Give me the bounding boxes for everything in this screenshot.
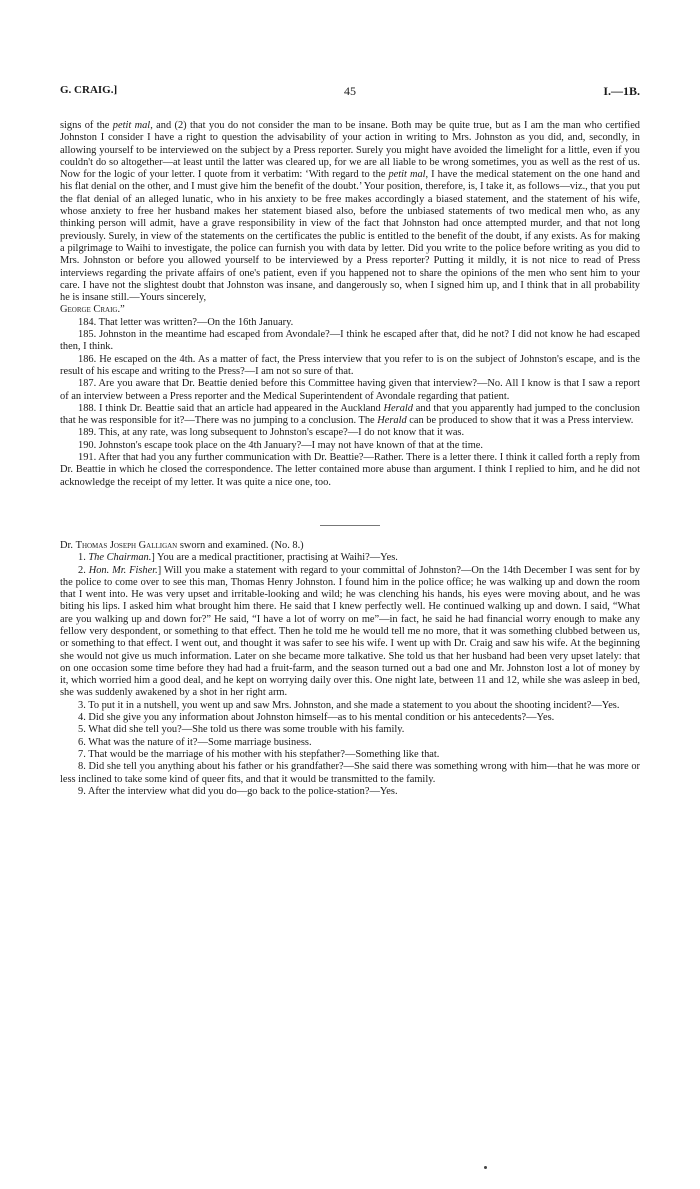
- qa-184: 184. That letter was written?—On the 16th January.: [78, 316, 294, 328]
- qa-3: 3. To put it in a nutshell, you went up and saw Mrs. Johnston, and she made a statement to you about the shooting incident?—Yes.: [78, 699, 620, 711]
- qa-2: 2. Hon. Mr. Fisher.] Will you make a statement with regard to your committal of Johnston?—On the 14th December I was sent for by the police to come over to see this man, Thomas Henry Johnston. I found him in the police office; he was walking up and down the room that I went into. He was very upset and irritable-looking and wild; he was clenching his hands, his eyes were moving about, and he was biting his lips. I asked him what brought him there. He said that I knew perfectly well. He continued walking up and down. I said, “What are you walking up and down for?” He said, “I have a lot of worry on me”—in fact, he said he had financial worry enough to make any fellow very despondent, or something to that effect. Then he told me he would tell me no more, that it was something clubbed between us, or something to that effect. I went out, and thought it was safer to see his wife. I went up with Dr. Craig and saw his wife. At the beginning she would not give us much information. Later on she became more talkative. She told us that her husband had been very upset lately: that on one occasion some time before they had had a fruit-farm, and the season turned out a bad one and Mr. Johnston lost a lot of money by it, which worried him a good deal, and he kept on worrying daily over this. One night late, between 11 and 12, while she was asleep in bed, she was suddenly awakened by a shot in her right arm.: [60, 564, 641, 699]
- qa-185: 185. Johnston in the meantime had escaped from Avondale?—I think he escaped after that, did he not? I did not know he had escaped then, I think.: [60, 329, 640, 353]
- qa-9: 9. After the interview what did you do—go back to the police-station?—Yes.: [78, 785, 398, 797]
- letter-signature: George Craig.”: [60, 304, 125, 316]
- qa-189: 189. This, at any rate, was long subsequent to Johnston's escape?—I do not know that it was.: [78, 427, 465, 439]
- qa-186: 186. He escaped on the 4th. As a matter of fact, the Press interview that you refer to is on the subject of Johnston's escape, and is the result of his escape and writing to the Press?—I am not so sure of that.: [60, 353, 640, 377]
- section-divider: [320, 525, 380, 526]
- qa-187: 187. Are you aware that Dr. Beattie denied before this Committee having given that interview?—No. All I know is that I saw a report of an interview between a Press reporter and the Medical Superintendent of Avondale regarding that patient.: [60, 378, 640, 402]
- qa-6: 6. What was the nature of it?—Some marriage business.: [78, 736, 312, 748]
- document-page: [60, 84, 640, 798]
- page-number: 45: [344, 84, 356, 98]
- qa-188: 188. I think Dr. Beattie said that an article had appeared in the Auckland Herald and that you apparently had jumped to the conclusion that he was responsible for it?—There was no jumping to a conclusion. The Herald can be produced to show that it was a Press interview.: [60, 402, 640, 427]
- qa-191: 191. After that had you any further communication with Dr. Beattie?—Rather. There is a letter there. I think it called forth a reply from Dr. Beattie in which he closed the correspondence. The letter contained more abuse than argument. I think I replied to him, and he did not acknowledge the receipt of my letter. It was quite a nice one, too.: [60, 452, 640, 488]
- qa-4: 4. Did she give you any information about Johnston himself—as to his mental condition or his antecedents?—Yes.: [78, 712, 555, 724]
- qa-190: 190. Johnston's escape took place on the 4th January?—I may not have known of that at the time.: [78, 439, 483, 451]
- qa-1: 1. The Chairman.] You are a medical practitioner, practising at Waihi?—Yes.: [78, 552, 398, 564]
- witness-heading: Dr. Thomas Joseph Galligan sworn and examined. (No. 8.): [60, 539, 304, 551]
- letter-continuation: signs of the petit mal, and (2) that you do not consider the man to be insane. Both may be quite true, but as I am the man who certified Johnston I consider I have a right to question the advisability of your action in writing to Mrs. Johnston as you did, and, secondly, in allowing yourself to be interviewed on the subject by a Press reporter. Surely you might have avoided the limelight for a little, even if you couldn't do so altogether—at least until the latter was cleared up, for we are all liable to be wrong sometimes, you as well as the rest of us. Now for the logic of your letter. I quote from it verbatim: ‘With regard to the petit mal, I have the medical statement on the one hand and his flat denial on the other, and I must give him the benefit of the doubt.’ Your position, therefore, is, I take it, as follows—viz., that you put the flat denial of an alleged lunatic, who in his anxiety to be free makes accordingly a biased statement, and the statement of his wife, whose anxiety to free her husband makes her statement biased also, before the unbiased statements of two medical men who, as any thinking person will admit, have a grave responsibility in view of the fact that Johnston had once attempted murder, and that not long previously. Surely, in view of the statements on the certificates the public is entitled to the benefit of the doubt, if any exists. As for making a pilgrimage to Waihi to investigate, the police can furnish you with data by letter. Did you write to the police before writing as you did to Mrs. Johnston or before you allowed yourself to be interviewed by a Press reporter? Putting it mildly, it is not nice to read of Press interviews regarding the private affairs of one's patient, even if you happened not to share the opinions of the men who sent him to your care. I have not the slightest doubt that Johnston was insane, and dangerously so, when I signed him up, and I think that in all probability he is insane still.—Yours sincerely,: [60, 120, 641, 304]
- document-body: [60, 120, 640, 798]
- printer-mark: [484, 1166, 487, 1169]
- page-header: [60, 84, 640, 98]
- paper-reference: I.—1B.: [603, 84, 640, 98]
- qa-5: 5. What did she tell you?—She told us there was some trouble with his family.: [78, 724, 405, 736]
- qa-7: 7. That would be the marriage of his mother with his stepfather?—Something like that.: [78, 748, 440, 760]
- header-witness: G. CRAIG.]: [60, 84, 118, 96]
- qa-8: 8. Did she tell you anything about his father or his grandfather?—She said there was something wrong with him—that he was more or less inclined to take some kind of queer fits, and that it would be transmitted to the family.: [60, 761, 640, 785]
